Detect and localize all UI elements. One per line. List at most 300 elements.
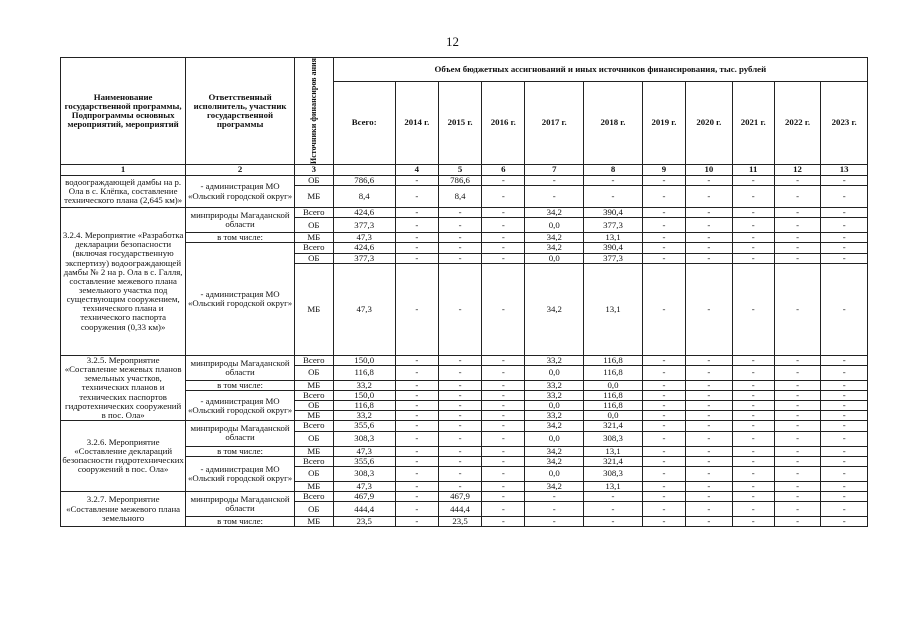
column-numbers-row: [61, 164, 868, 175]
year-value-cell: -: [821, 365, 868, 380]
year-value-cell: 33,2: [525, 411, 584, 421]
year-value-cell: -: [774, 390, 821, 400]
year-value-cell: -: [686, 218, 733, 233]
total-cell: 377,3: [333, 253, 395, 263]
funding-source-cell: Всего: [294, 243, 333, 253]
total-cell: 23,5: [333, 517, 395, 527]
year-value-cell: 390,4: [584, 208, 643, 218]
year-value-cell: -: [821, 186, 868, 208]
year-value-cell: -: [821, 401, 868, 411]
year-value-cell: -: [732, 253, 774, 263]
year-value-cell: -: [642, 502, 685, 517]
year-value-cell: -: [482, 175, 525, 185]
year-value-cell: -: [732, 263, 774, 355]
year-value-cell: -: [395, 466, 438, 481]
total-cell: 424,6: [333, 243, 395, 253]
year-value-cell: -: [686, 355, 733, 365]
total-cell: 786,6: [333, 175, 395, 185]
year-value-cell: -: [482, 466, 525, 481]
year-value-cell: -: [774, 431, 821, 446]
column-number: 10: [686, 164, 733, 175]
year-value-cell: -: [821, 491, 868, 501]
table-row: [61, 355, 868, 365]
year-value-cell: -: [438, 446, 481, 456]
table-body: [61, 175, 868, 526]
year-value-cell: -: [395, 380, 438, 390]
year-value-cell: -: [732, 431, 774, 446]
year-value-cell: 308,3: [584, 466, 643, 481]
year-value-cell: -: [821, 421, 868, 431]
column-number: 2: [186, 164, 295, 175]
year-value-cell: -: [686, 481, 733, 491]
year-value-cell: -: [642, 401, 685, 411]
year-value-cell: -: [821, 253, 868, 263]
funding-source-cell: ОБ: [294, 431, 333, 446]
total-cell: 150,0: [333, 355, 395, 365]
header-total: Всего:: [333, 81, 395, 164]
year-value-cell: -: [482, 390, 525, 400]
year-value-cell: -: [482, 491, 525, 501]
year-value-cell: -: [821, 481, 868, 491]
year-value-cell: -: [525, 175, 584, 185]
year-value-cell: 34,2: [525, 243, 584, 253]
year-value-cell: -: [774, 253, 821, 263]
total-cell: 377,3: [333, 218, 395, 233]
year-value-cell: -: [438, 218, 481, 233]
total-cell: 33,2: [333, 411, 395, 421]
column-number: 4: [395, 164, 438, 175]
year-value-cell: -: [438, 411, 481, 421]
year-value-cell: 0,0: [584, 411, 643, 421]
year-value-cell: -: [774, 263, 821, 355]
year-value-cell: 13,1: [584, 263, 643, 355]
year-value-cell: -: [732, 243, 774, 253]
year-value-cell: -: [686, 411, 733, 421]
header-year: 2014 г.: [395, 81, 438, 164]
total-cell: 150,0: [333, 390, 395, 400]
table-row: [61, 175, 868, 185]
year-value-cell: 34,2: [525, 208, 584, 218]
column-number: 3: [294, 164, 333, 175]
year-value-cell: -: [821, 456, 868, 466]
header-year: 2016 г.: [482, 81, 525, 164]
year-value-cell: 467,9: [438, 491, 481, 501]
table-row: [61, 208, 868, 218]
activity-name-cell: 3.2.5. Мероприятие «Составление межевых планов земельных участков, технических планов и технических паспортов гидротехнических сооружений в пос. Ола»: [61, 355, 186, 421]
year-value-cell: -: [774, 208, 821, 218]
year-value-cell: -: [686, 517, 733, 527]
year-value-cell: 34,2: [525, 421, 584, 431]
year-value-cell: -: [395, 517, 438, 527]
year-value-cell: -: [525, 517, 584, 527]
year-value-cell: -: [438, 431, 481, 446]
year-value-cell: -: [774, 355, 821, 365]
year-value-cell: -: [642, 411, 685, 421]
year-value-cell: -: [395, 175, 438, 185]
year-value-cell: -: [642, 456, 685, 466]
header-year: 2017 г.: [525, 81, 584, 164]
funding-source-cell: Всего: [294, 208, 333, 218]
year-value-cell: -: [482, 208, 525, 218]
activity-name-cell: водоограждающей дамбы на р. Ола в с. Клёпка, составление технического плана (2,645 км)»: [61, 175, 186, 207]
executor-cell: - администрация МО «Ольский городской округ»: [186, 456, 295, 491]
year-value-cell: -: [438, 466, 481, 481]
year-value-cell: -: [482, 233, 525, 243]
year-value-cell: -: [821, 243, 868, 253]
year-value-cell: -: [395, 355, 438, 365]
year-value-cell: -: [482, 253, 525, 263]
year-value-cell: 34,2: [525, 456, 584, 466]
year-value-cell: -: [642, 446, 685, 456]
year-value-cell: -: [821, 390, 868, 400]
year-value-cell: -: [686, 421, 733, 431]
year-value-cell: 786,6: [438, 175, 481, 185]
year-value-cell: -: [732, 421, 774, 431]
total-cell: 47,3: [333, 481, 395, 491]
column-number: 11: [732, 164, 774, 175]
year-value-cell: 321,4: [584, 421, 643, 431]
year-value-cell: 33,2: [525, 380, 584, 390]
year-value-cell: -: [642, 233, 685, 243]
year-value-cell: -: [732, 446, 774, 456]
year-value-cell: 34,2: [525, 446, 584, 456]
year-value-cell: -: [482, 421, 525, 431]
year-value-cell: -: [584, 502, 643, 517]
budget-table: [60, 57, 868, 527]
year-value-cell: -: [482, 218, 525, 233]
year-value-cell: -: [686, 502, 733, 517]
year-value-cell: 34,2: [525, 481, 584, 491]
year-value-cell: 116,8: [584, 390, 643, 400]
year-value-cell: -: [686, 243, 733, 253]
year-value-cell: -: [642, 481, 685, 491]
funding-source-cell: ОБ: [294, 365, 333, 380]
year-value-cell: -: [774, 491, 821, 501]
year-value-cell: -: [732, 365, 774, 380]
year-value-cell: 13,1: [584, 481, 643, 491]
year-value-cell: 0,0: [525, 253, 584, 263]
year-value-cell: -: [686, 263, 733, 355]
year-value-cell: -: [821, 355, 868, 365]
year-value-cell: -: [438, 253, 481, 263]
year-value-cell: -: [686, 491, 733, 501]
funding-source-cell: МБ: [294, 380, 333, 390]
header-year: 2015 г.: [438, 81, 481, 164]
year-value-cell: -: [482, 186, 525, 208]
header-executor: Ответственный исполнитель, участник государственной программы: [186, 58, 295, 165]
year-value-cell: 0,0: [525, 218, 584, 233]
year-value-cell: -: [774, 517, 821, 527]
year-value-cell: -: [642, 175, 685, 185]
year-value-cell: -: [686, 175, 733, 185]
funding-source-cell: Всего: [294, 390, 333, 400]
column-number: 9: [642, 164, 685, 175]
table-row: [61, 421, 868, 431]
year-value-cell: -: [732, 218, 774, 233]
year-value-cell: 0,0: [525, 401, 584, 411]
year-value-cell: -: [732, 380, 774, 390]
year-value-cell: -: [395, 243, 438, 253]
year-value-cell: -: [821, 218, 868, 233]
year-value-cell: -: [642, 431, 685, 446]
total-cell: 47,3: [333, 446, 395, 456]
year-value-cell: -: [395, 186, 438, 208]
year-value-cell: 308,3: [584, 431, 643, 446]
year-value-cell: 0,0: [584, 380, 643, 390]
column-number: [333, 164, 395, 175]
funding-source-cell: МБ: [294, 186, 333, 208]
year-value-cell: -: [482, 431, 525, 446]
year-value-cell: -: [774, 421, 821, 431]
year-value-cell: -: [686, 401, 733, 411]
executor-cell: минприроды Магаданской области: [186, 208, 295, 233]
year-value-cell: -: [395, 446, 438, 456]
year-value-cell: 8,4: [438, 186, 481, 208]
year-value-cell: 33,2: [525, 355, 584, 365]
year-value-cell: -: [438, 421, 481, 431]
year-value-cell: -: [438, 481, 481, 491]
total-cell: 116,8: [333, 365, 395, 380]
year-value-cell: -: [482, 355, 525, 365]
column-number: 5: [438, 164, 481, 175]
funding-source-cell: МБ: [294, 481, 333, 491]
year-value-cell: -: [821, 380, 868, 390]
total-cell: 355,6: [333, 456, 395, 466]
year-value-cell: 116,8: [584, 365, 643, 380]
year-value-cell: 116,8: [584, 401, 643, 411]
year-value-cell: -: [821, 466, 868, 481]
year-value-cell: -: [686, 186, 733, 208]
year-value-cell: -: [821, 233, 868, 243]
year-value-cell: -: [642, 491, 685, 501]
year-value-cell: -: [438, 243, 481, 253]
year-value-cell: -: [584, 175, 643, 185]
year-value-cell: -: [482, 481, 525, 491]
year-value-cell: -: [438, 208, 481, 218]
page-number: 12: [446, 34, 459, 49]
year-value-cell: -: [438, 233, 481, 243]
year-value-cell: -: [686, 365, 733, 380]
year-value-cell: -: [642, 466, 685, 481]
header-budget-group: Объем бюджетных ассигнований и иных источников финансирования, тыс. рублей: [333, 58, 867, 82]
year-value-cell: -: [584, 517, 643, 527]
total-cell: 355,6: [333, 421, 395, 431]
year-value-cell: -: [395, 365, 438, 380]
year-value-cell: 0,0: [525, 466, 584, 481]
year-value-cell: -: [482, 365, 525, 380]
year-value-cell: 13,1: [584, 446, 643, 456]
year-value-cell: -: [482, 456, 525, 466]
year-value-cell: -: [686, 390, 733, 400]
year-value-cell: -: [732, 355, 774, 365]
year-value-cell: -: [774, 380, 821, 390]
year-value-cell: -: [774, 481, 821, 491]
year-value-cell: 377,3: [584, 218, 643, 233]
year-value-cell: -: [821, 502, 868, 517]
year-value-cell: -: [395, 431, 438, 446]
year-value-cell: -: [395, 411, 438, 421]
header-year: 2018 г.: [584, 81, 643, 164]
year-value-cell: -: [642, 380, 685, 390]
year-value-cell: 321,4: [584, 456, 643, 466]
year-value-cell: -: [732, 175, 774, 185]
year-value-cell: -: [642, 218, 685, 233]
executor-cell: минприроды Магаданской области: [186, 491, 295, 516]
funding-source-cell: ОБ: [294, 218, 333, 233]
year-value-cell: -: [584, 186, 643, 208]
year-value-cell: -: [774, 218, 821, 233]
header-source-text: Источники финансиров ания: [308, 58, 318, 164]
year-value-cell: -: [732, 208, 774, 218]
year-value-cell: -: [482, 517, 525, 527]
year-value-cell: -: [525, 502, 584, 517]
year-value-cell: -: [774, 186, 821, 208]
funding-source-cell: ОБ: [294, 175, 333, 185]
table-row: [61, 491, 868, 501]
year-value-cell: -: [732, 491, 774, 501]
year-value-cell: -: [642, 208, 685, 218]
year-value-cell: -: [732, 481, 774, 491]
year-value-cell: -: [686, 380, 733, 390]
total-cell: 467,9: [333, 491, 395, 501]
total-cell: 33,2: [333, 380, 395, 390]
year-value-cell: -: [525, 491, 584, 501]
year-value-cell: -: [732, 517, 774, 527]
year-value-cell: -: [642, 365, 685, 380]
year-value-cell: -: [395, 253, 438, 263]
executor-cell: - администрация МО «Ольский городской округ»: [186, 243, 295, 355]
year-value-cell: -: [732, 456, 774, 466]
year-value-cell: -: [438, 380, 481, 390]
year-value-cell: -: [395, 401, 438, 411]
executor-cell: минприроды Магаданской области: [186, 355, 295, 380]
year-value-cell: -: [584, 491, 643, 501]
year-value-cell: -: [438, 365, 481, 380]
executor-cell: в том числе:: [186, 380, 295, 390]
year-value-cell: 444,4: [438, 502, 481, 517]
funding-source-cell: Всего: [294, 456, 333, 466]
year-value-cell: -: [774, 456, 821, 466]
header-year: 2022 г.: [774, 81, 821, 164]
year-value-cell: -: [642, 355, 685, 365]
year-value-cell: -: [732, 390, 774, 400]
year-value-cell: -: [395, 481, 438, 491]
year-value-cell: -: [686, 456, 733, 466]
year-value-cell: -: [642, 243, 685, 253]
year-value-cell: -: [732, 186, 774, 208]
year-value-cell: -: [438, 355, 481, 365]
year-value-cell: 33,2: [525, 390, 584, 400]
year-value-cell: 0,0: [525, 431, 584, 446]
activity-name-cell: 3.2.7. Мероприятие «Составление межевого плана земельного: [61, 491, 186, 526]
total-cell: 116,8: [333, 401, 395, 411]
total-cell: 308,3: [333, 466, 395, 481]
column-number: 7: [525, 164, 584, 175]
year-value-cell: -: [732, 401, 774, 411]
column-number: 6: [482, 164, 525, 175]
year-value-cell: -: [395, 421, 438, 431]
year-value-cell: -: [774, 401, 821, 411]
year-value-cell: 13,1: [584, 233, 643, 243]
year-value-cell: 34,2: [525, 263, 584, 355]
year-value-cell: -: [686, 431, 733, 446]
funding-source-cell: Всего: [294, 355, 333, 365]
year-value-cell: -: [774, 411, 821, 421]
total-cell: 444,4: [333, 502, 395, 517]
year-value-cell: -: [821, 446, 868, 456]
year-value-cell: -: [438, 456, 481, 466]
year-value-cell: -: [642, 421, 685, 431]
year-value-cell: -: [482, 243, 525, 253]
year-value-cell: -: [732, 502, 774, 517]
executor-cell: в том числе:: [186, 446, 295, 456]
total-cell: 47,3: [333, 263, 395, 355]
total-cell: 8,4: [333, 186, 395, 208]
total-cell: 424,6: [333, 208, 395, 218]
year-value-cell: -: [821, 517, 868, 527]
year-value-cell: -: [395, 456, 438, 466]
year-value-cell: -: [821, 208, 868, 218]
year-value-cell: -: [438, 401, 481, 411]
executor-cell: в том числе:: [186, 233, 295, 243]
year-value-cell: -: [395, 390, 438, 400]
funding-source-cell: ОБ: [294, 466, 333, 481]
total-cell: 47,3: [333, 233, 395, 243]
year-value-cell: -: [821, 175, 868, 185]
header-year: 2023 г.: [821, 81, 868, 164]
year-value-cell: -: [686, 208, 733, 218]
year-value-cell: 377,3: [584, 253, 643, 263]
header-year: 2020 г.: [686, 81, 733, 164]
year-value-cell: -: [774, 466, 821, 481]
funding-source-cell: МБ: [294, 411, 333, 421]
year-value-cell: -: [642, 186, 685, 208]
year-value-cell: -: [482, 502, 525, 517]
year-value-cell: -: [482, 446, 525, 456]
year-value-cell: -: [774, 175, 821, 185]
year-value-cell: -: [642, 253, 685, 263]
year-value-cell: -: [395, 208, 438, 218]
funding-source-cell: Всего: [294, 421, 333, 431]
year-value-cell: -: [395, 263, 438, 355]
year-value-cell: 0,0: [525, 365, 584, 380]
activity-name-cell: 3.2.4. Мероприятие «Разработка декларации безопасности (включая государственную экспертизу) водоограждающей дамбы № 2 на р. Ола в с. Галля, составление межевого плана земельного участка под существующим сооружением, технического плана и технического паспорта сооружения (0,33 км)»: [61, 208, 186, 356]
year-value-cell: -: [821, 411, 868, 421]
year-value-cell: -: [438, 263, 481, 355]
year-value-cell: 390,4: [584, 243, 643, 253]
funding-source-cell: МБ: [294, 233, 333, 243]
header-year: 2021 г.: [732, 81, 774, 164]
column-number: 12: [774, 164, 821, 175]
year-value-cell: -: [686, 446, 733, 456]
executor-cell: - администрация МО «Ольский городской округ»: [186, 175, 295, 207]
column-number: 1: [61, 164, 186, 175]
year-value-cell: -: [525, 186, 584, 208]
year-value-cell: -: [686, 466, 733, 481]
year-value-cell: -: [774, 243, 821, 253]
total-cell: 308,3: [333, 431, 395, 446]
year-value-cell: -: [482, 401, 525, 411]
year-value-cell: -: [395, 491, 438, 501]
year-value-cell: -: [821, 431, 868, 446]
column-number: 8: [584, 164, 643, 175]
year-value-cell: -: [774, 233, 821, 243]
year-value-cell: -: [395, 218, 438, 233]
year-value-cell: -: [642, 517, 685, 527]
year-value-cell: -: [395, 502, 438, 517]
year-value-cell: -: [642, 390, 685, 400]
year-value-cell: -: [438, 390, 481, 400]
